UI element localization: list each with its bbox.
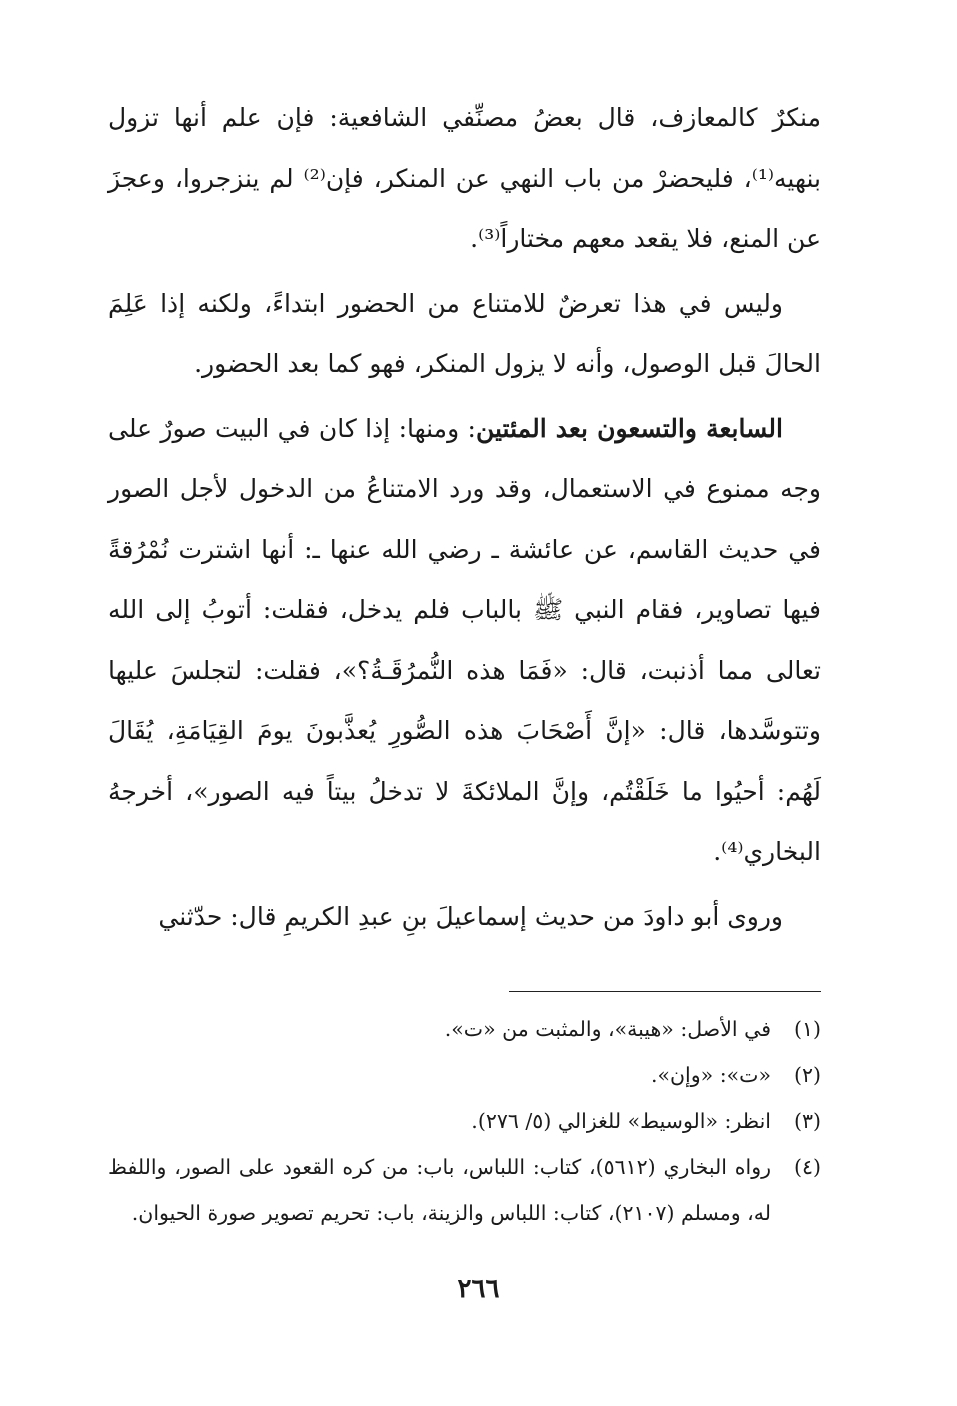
- section-heading: السابعة والتسعون بعد المئتين: [475, 413, 783, 443]
- footnote-4: [108, 1144, 821, 1236]
- footnote-1: [108, 1006, 821, 1052]
- main-text: [108, 88, 821, 947]
- paragraph-3: [108, 399, 821, 883]
- paragraph-4: وروى أبو داودَ من حديث إسماعيلَ بنِ عبدِ الكريمِ قال: حدّثني: [158, 901, 783, 931]
- footnote-number: (١): [793, 1017, 821, 1041]
- paragraph-3-text: : ومنها: إذا كان في البيت صورٌ على وجه ممنوع في الاستعمال، وقد ورد الامتناعُ من الدخول لأجل الصور في حديث القاسم، عن عائشة ـ رضي الله عنها ـ: أنها اشترت نُمْرُقةً فيها تصاوير، فقام النبي ﷺ بالباب فلم يدخل، فقلت: أتوبُ إلى الله تعالى مما أذنبت، قال: «فَمَا هذه النُّمرُقَـةُ؟»، فقلت: لتجلسَ عليها وتتوسَّدها، قال: «إنَّ أَصْحَابَ هذه الصُّورِ يُعذَّبونَ يومَ القِيَامَةِ، يُقَالَ لَهُم: أحيُوا ما خَلَقْتُم، وإنَّ الملائكةَ لا تدخلُ بيتاً فيه الصور»، أخرجهُ البخاري⁽⁴⁾.: [108, 413, 821, 866]
- footnote-text: في الأصل: «هيبة»، والمثبت من «ت».: [444, 1017, 771, 1041]
- footnote-text: «ت»: «وإن».: [650, 1063, 771, 1087]
- paragraph-2: وليس في هذا تعرضٌ للامتناع من الحضور ابتداءً، ولكنه إذا عَلِمَ الحالَ قبل الوصول، وأنه لا يزول المنكر، فهو كما بعد الحضور.: [108, 288, 821, 378]
- paragraph-1: منكرٌ كالمعازف، قال بعضُ مصنِّفي الشافعية: فإن علم أنها تزول بنهيه⁽¹⁾، فليحضرْ من باب النهي عن المنكر، فإن⁽²⁾ لم ينزجروا، وعجزَ عن المنع، فلا يقعد معهم مختاراً⁽³⁾.: [108, 103, 821, 253]
- footnote-text: انظر: «الوسيط» للغزالي (٥/ ٢٧٦).: [471, 1109, 771, 1133]
- footnote-number: (٢): [793, 1063, 821, 1087]
- page-number: ٢٦٦: [457, 1274, 500, 1304]
- footnote-3: [108, 1098, 821, 1144]
- footnote-2: [108, 1052, 821, 1098]
- footnote-separator: [509, 991, 821, 992]
- footnote-number: (٣): [793, 1109, 821, 1133]
- footnote-text: رواه البخاري (٥٦١٢)، كتاب: اللباس، باب: من كره القعود على الصور، واللفظ له، ومسلم (٢١٠٧)، كتاب: اللباس والزينة، باب: تحريم تصوير صورة الحيوان.: [108, 1155, 771, 1225]
- footnote-number: (٤): [793, 1155, 821, 1179]
- footnotes: [108, 1006, 821, 1236]
